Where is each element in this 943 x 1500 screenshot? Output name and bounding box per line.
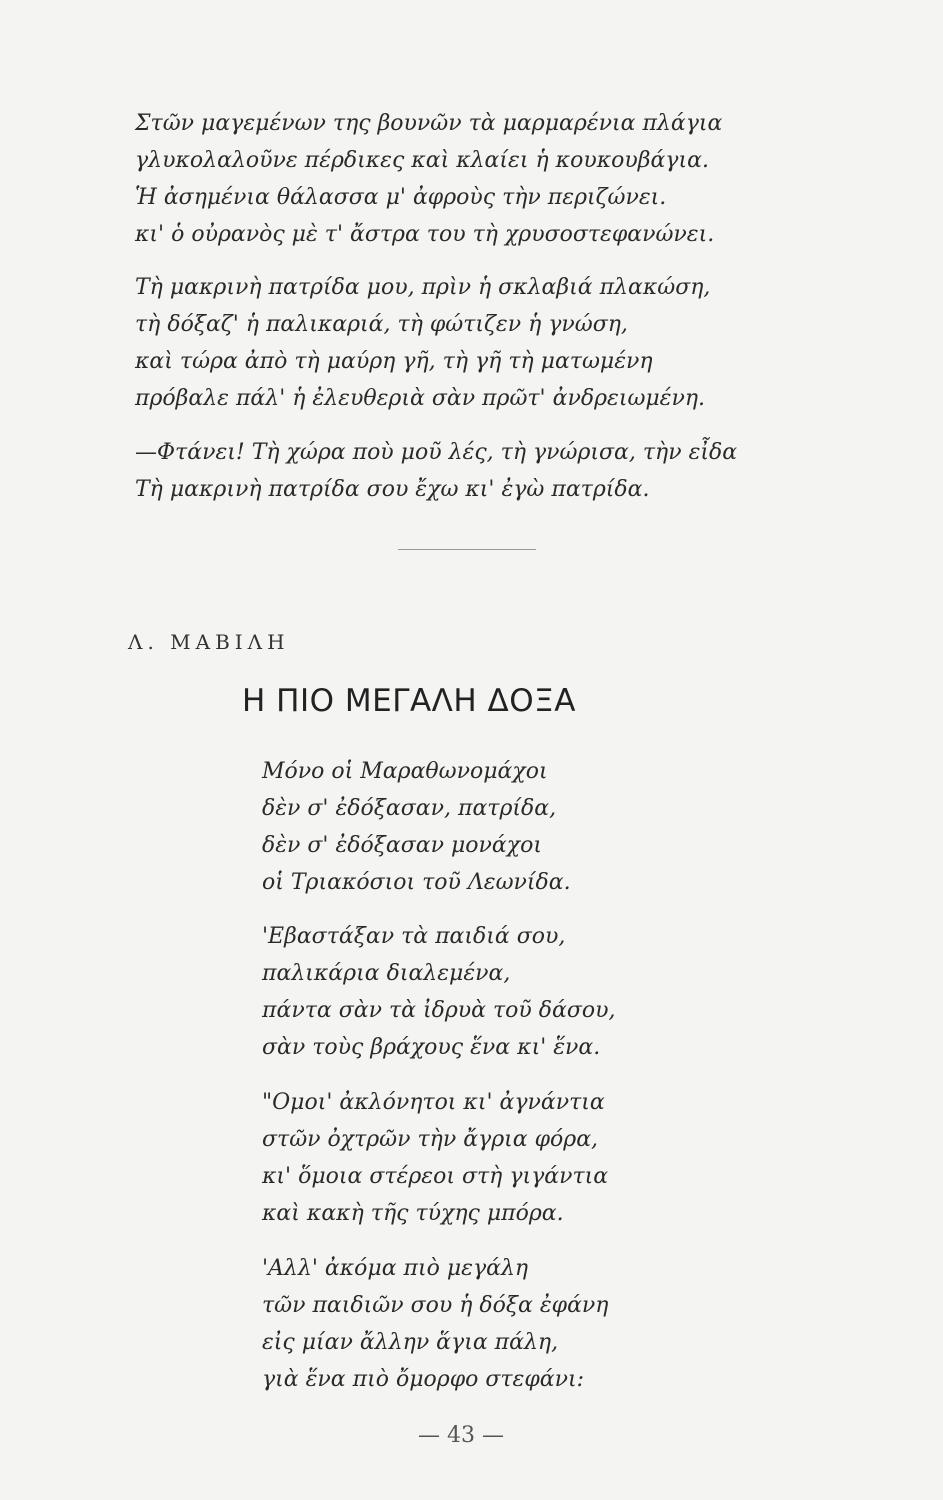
section-divider	[398, 549, 536, 550]
verse-line: παλικάρια διαλεμένα,	[262, 961, 511, 986]
verse-line: στῶν ὀχτρῶν τὴν ἄγρια φόρα,	[262, 1127, 599, 1152]
verse-line: γιὰ ἕνα πιὸ ὄμορφο στεφάνι:	[262, 1367, 585, 1392]
verse-line: Ἡ ἀσημένια θάλασσα μ' ἀφροὺς τὴν περιζώνει.	[135, 185, 667, 210]
verse-line: "Ομοι' ἀκλόνητοι κι' ἀγνάντια	[262, 1090, 605, 1115]
author-name: Λ. ΜΑΒΙΛΗ	[128, 630, 290, 654]
verse-line: οἱ Τριακόσιοι τοῦ Λεωνίδα.	[262, 870, 571, 895]
verse-line: Τὴ μακρινὴ πατρίδα μου, πρὶν ἡ σκλαβιά πλακώση,	[135, 275, 711, 300]
verse-line: πρόβαλε πάλ' ἡ ἐλευθεριὰ σὰν πρῶτ' ἀνδρειωμένη.	[135, 386, 706, 411]
verse-line: πάντα σὰν τὰ ἰδρυὰ τοῦ δάσου,	[262, 998, 616, 1023]
verse-line: —Φτάνει! Τὴ χώρα ποὺ μοῦ λές, τὴ γνώρισα, τὴν εἶδα	[135, 440, 738, 465]
verse-line: κι' ὅμοια στέρεοι στὴ γιγάντια	[262, 1164, 609, 1189]
verse-line: τὴ δόξαζ' ἡ παλικαριά, τὴ φώτιζεν ἡ γνώση,	[135, 312, 628, 337]
verse-line: 'Εβαστάξαν τὰ παιδιά σου,	[262, 924, 566, 949]
verse-line: δὲν σ' ἐδόξασαν, πατρίδα,	[262, 796, 557, 821]
verse-line: Μόνο οἱ Μαραθωνομάχοι	[262, 759, 548, 784]
verse-line: καὶ κακὴ τῆς τύχης μπόρα.	[262, 1201, 564, 1226]
verse-line: σὰν τοὺς βράχους ἕνα κι' ἕνα.	[262, 1035, 601, 1060]
verse-line: Τὴ μακρινὴ πατρίδα σου ἔχω κι' ἐγὼ πατρίδα.	[135, 477, 650, 502]
verse-line: 'Αλλ' ἀκόμα πιὸ μεγάλη	[262, 1256, 529, 1281]
verse-line: τῶν παιδιῶν σου ἡ δόξα ἐφάνη	[262, 1293, 609, 1318]
verse-line: Στῶν μαγεμένων της βουνῶν τὰ μαρμαρένια πλάγια	[135, 111, 723, 136]
verse-line: εἰς μίαν ἄλλην ἅγια πάλη,	[262, 1330, 559, 1355]
verse-line: γλυκολαλοῦνε πέρδικες καὶ κλαίει ἡ κουκουβάγια.	[135, 148, 709, 173]
poem-title: Η ΠΙΟ ΜΕΓΑΛΗ ΔΟΞΑ	[242, 683, 576, 719]
verse-line: κι' ὁ οὐρανὸς μὲ τ' ἄστρα του τὴ χρυσοστεφανώνει.	[135, 222, 715, 247]
page-number: — 43 —	[418, 1423, 504, 1448]
verse-line: καὶ τώρα ἀπὸ τὴ μαύρη γῆ, τὴ γῆ τὴ ματωμένη	[135, 349, 653, 374]
verse-line: δὲν σ' ἐδόξασαν μονάχοι	[262, 833, 542, 858]
